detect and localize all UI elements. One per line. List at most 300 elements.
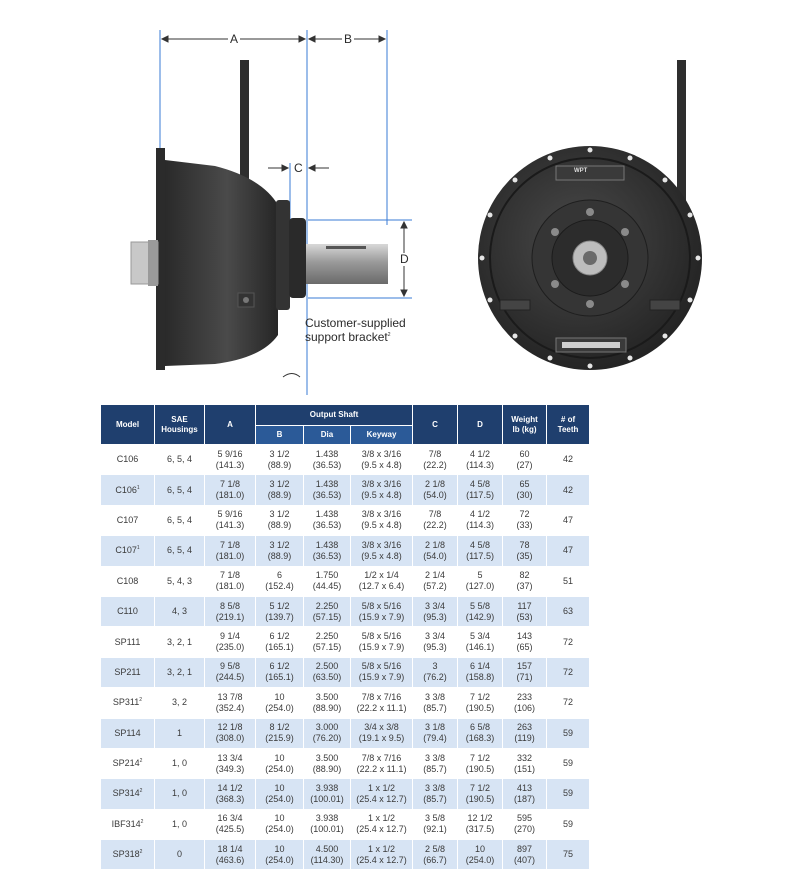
value-imperial: 3 1/2 [269,539,290,550]
value-imperial: 3 3/8 [425,752,446,763]
support-bracket-callout [305,316,406,344]
dimension-label-a: A [230,32,239,46]
cell-b [256,566,304,596]
table-row [101,445,590,475]
value-imperial: 413 [517,782,533,793]
value-imperial: 8 1/2 [269,722,290,733]
cell-keyway [351,688,413,718]
value-imperial: 117 [517,600,532,611]
cell-d [458,536,503,566]
value-imperial: 3 3/8 [425,691,446,702]
model-footnote: 2 [139,697,143,704]
cell-c [413,657,458,687]
cell-model [101,748,155,778]
value-imperial: 1.438 [315,509,339,520]
value-imperial: 5/8 x 5/16 [361,631,402,642]
value-metric: (88.90) [312,702,342,713]
value-metric: (76.20) [312,733,342,744]
table-row [101,688,590,718]
cell-sae-housings: 1, 0 [155,809,205,839]
table-row [101,536,590,566]
cell-dia [304,536,351,566]
value-imperial: 9 5/8 [219,661,241,672]
cell-b [256,688,304,718]
value-metric: (114.3) [466,459,494,470]
cell-c [413,718,458,748]
model-footnote: 1 [136,545,140,552]
value-metric: (95.3) [423,642,447,653]
cell-keyway [351,748,413,778]
value-metric: (85.7) [423,702,447,713]
value-imperial: 5 9/16 [217,448,243,459]
table-row [101,505,590,535]
value-metric: (33) [516,520,533,531]
value-metric: (36.53) [312,459,342,470]
cell-d [458,779,503,809]
value-imperial: 1.438 [315,479,339,490]
model-name: SP318 [112,849,140,860]
header-model: Model [101,405,155,445]
cell-b [256,748,304,778]
cell-keyway [351,596,413,626]
value-metric: (57.15) [312,642,342,653]
value-imperial: 3.500 [315,752,339,763]
cell-model [101,536,155,566]
value-imperial: 65 [519,479,530,490]
value-imperial: 7/8 x 7/16 [361,752,402,763]
cell-a [205,809,256,839]
cell-sae-housings: 3, 2, 1 [155,657,205,687]
value-metric: (254.0) [265,702,294,713]
value-imperial: 3.938 [315,813,339,824]
cell-d [458,475,503,505]
cell-sae-housings: 4, 3 [155,596,205,626]
cell-model [101,657,155,687]
cell-c [413,566,458,596]
dimension-label-d: D [400,252,409,266]
cell-dia [304,596,351,626]
value-metric: (142.9) [465,611,495,622]
cell-b [256,445,304,475]
value-metric: (22.2 x 11.1) [356,763,407,774]
cell-teeth: 42 [547,475,590,505]
value-metric: (9.5 x 4.8) [361,490,402,501]
model-name: C110 [117,606,138,617]
cell-sae-housings: 1, 0 [155,748,205,778]
value-imperial: 82 [519,570,530,581]
value-imperial: 157 [517,661,533,672]
cell-d [458,596,503,626]
table-row [101,627,590,657]
cell-weight [503,657,547,687]
cell-c [413,596,458,626]
value-imperial: 10 [274,782,285,793]
value-metric: (127.0) [465,581,495,592]
value-imperial: 13 3/4 [217,752,243,763]
cell-a [205,688,256,718]
value-imperial: 4 1/2 [470,448,491,459]
value-metric: (165.1) [265,642,294,653]
cell-sae-housings: 1, 0 [155,779,205,809]
value-metric: (139.7) [265,611,294,622]
value-metric: (79.4) [423,733,447,744]
value-metric: (15.9 x 7.9) [358,611,405,622]
value-imperial: 2.250 [315,600,339,611]
header-weight-line1: Weight [511,414,538,424]
value-metric: (352.4) [215,702,245,713]
value-metric: (254.0) [265,854,294,865]
value-imperial: 7 1/8 [219,539,241,550]
value-metric: (244.5) [215,672,245,683]
cell-weight [503,718,547,748]
cell-keyway [351,657,413,687]
cell-a [205,748,256,778]
cell-sae-housings: 3, 2 [155,688,205,718]
cell-weight [503,779,547,809]
value-imperial: 7 1/2 [470,752,491,763]
model-name: SP314 [112,788,140,799]
value-metric: (22.2) [423,520,447,531]
value-metric: (22.2 x 11.1) [356,702,407,713]
cell-keyway [351,566,413,596]
cell-d [458,566,503,596]
value-metric: (44.45) [312,581,342,592]
model-name: SP111 [114,636,141,647]
value-imperial: 3/4 x 3/8 [364,722,399,733]
cell-a [205,627,256,657]
value-imperial: 3/8 x 3/16 [361,539,402,550]
cell-d [458,840,503,870]
cell-sae-housings: 5, 4, 3 [155,566,205,596]
value-metric: (15.9 x 7.9) [358,672,405,683]
cell-weight [503,596,547,626]
value-imperial: 10 [475,843,486,854]
value-imperial: 16 3/4 [217,813,243,824]
value-imperial: 10 [274,843,285,854]
cell-keyway [351,779,413,809]
value-imperial: 10 [274,752,285,763]
value-metric: (22.2) [423,459,447,470]
value-metric: (15.9 x 7.9) [358,642,405,653]
table-row [101,566,590,596]
value-metric: (270) [514,824,536,835]
value-imperial: 3 1/2 [269,509,290,520]
value-metric: (9.5 x 4.8) [361,459,402,470]
value-metric: (36.53) [312,520,342,531]
value-metric: (27) [516,459,533,470]
value-metric: (235.0) [215,642,245,653]
value-imperial: 4 5/8 [470,479,491,490]
cell-a [205,596,256,626]
value-imperial: 3/8 x 3/16 [361,479,402,490]
cell-model [101,840,155,870]
value-imperial: 3.500 [315,691,339,702]
value-metric: (88.9) [267,490,292,501]
value-metric: (88.9) [267,459,292,470]
value-metric: (190.5) [465,702,495,713]
value-metric: (106) [514,702,536,713]
header-sae-line2: Housings [161,424,198,434]
cell-teeth: 72 [547,657,590,687]
value-metric: (114.3) [466,520,494,531]
value-imperial: 7 1/8 [219,479,241,490]
specifications-table [100,404,590,870]
cell-weight [503,840,547,870]
value-imperial: 3 3/4 [425,600,446,611]
cell-c [413,445,458,475]
cell-dia [304,445,351,475]
end-view [478,60,702,370]
header-teeth-line1: # of [560,414,576,424]
header-a: A [205,405,256,445]
cell-model [101,505,155,535]
cell-c [413,536,458,566]
cell-weight [503,748,547,778]
cell-c [413,779,458,809]
value-imperial: 2.500 [315,661,339,672]
header-sae-housings [155,405,205,445]
value-imperial: 7/8 [428,448,442,459]
cell-a [205,536,256,566]
value-imperial: 7 1/8 [219,570,241,581]
value-imperial: 3/8 x 3/16 [361,448,402,459]
value-metric: (190.5) [465,793,495,804]
value-imperial: 2.250 [315,631,339,642]
value-metric: (100.01) [310,793,344,804]
table-row [101,718,590,748]
cell-sae-housings: 6, 5, 4 [155,445,205,475]
value-imperial: 9 1/4 [219,631,241,642]
rear-nameplate-text: WPT [574,168,588,174]
value-imperial: 1.438 [315,448,339,459]
value-imperial: 3 [432,661,438,672]
cell-b [256,809,304,839]
cell-dia [304,688,351,718]
value-imperial: 10 [274,691,285,702]
value-metric: (53) [516,611,533,622]
value-metric: (254.0) [265,793,294,804]
value-metric: (54.0) [423,490,447,501]
cell-weight [503,809,547,839]
value-metric: (35) [516,550,533,561]
value-imperial: 5 3/4 [470,631,491,642]
value-imperial: 1 x 1/2 [368,843,396,854]
cell-weight [503,475,547,505]
value-metric: (119) [514,733,535,744]
value-metric: (425.5) [215,824,245,835]
value-imperial: 897 [517,843,533,854]
cell-weight [503,688,547,718]
value-metric: (37) [516,581,533,592]
cell-d [458,505,503,535]
header-d: D [458,405,503,445]
cell-keyway [351,475,413,505]
table-row [101,748,590,778]
cell-sae-housings: 6, 5, 4 [155,475,205,505]
model-name: C108 [116,575,139,586]
value-imperial: 3.938 [315,782,339,793]
value-imperial: 7 1/2 [470,691,491,702]
header-c: C [413,405,458,445]
model-footnote: 2 [140,818,144,825]
value-metric: (100.01) [310,824,344,835]
value-imperial: 6 1/2 [269,661,290,672]
cell-b [256,505,304,535]
cell-b [256,779,304,809]
value-imperial: 60 [519,448,530,459]
value-imperial: 2 1/4 [425,570,446,581]
cell-sae-housings: 6, 5, 4 [155,505,205,535]
value-metric: (215.9) [265,733,294,744]
cell-b [256,475,304,505]
cell-b [256,840,304,870]
value-imperial: 8 5/8 [219,600,241,611]
table-row [101,840,590,870]
callout-line2: support bracket [305,330,388,344]
header-teeth [547,405,590,445]
value-metric: (65) [516,642,533,653]
value-metric: (407) [514,854,536,865]
cell-teeth: 47 [547,536,590,566]
value-metric: (88.9) [267,520,292,531]
value-metric: (368.3) [215,793,245,804]
value-metric: (254.0) [265,824,294,835]
model-footnote: 2 [139,788,143,795]
cell-model [101,627,155,657]
cell-model [101,475,155,505]
cell-dia [304,718,351,748]
product-diagram [0,0,802,395]
model-name: C106 [115,484,137,495]
value-imperial: 332 [517,752,533,763]
cell-c [413,688,458,718]
value-imperial: 3 1/2 [269,479,290,490]
value-imperial: 7/8 [428,509,442,520]
cell-model [101,445,155,475]
cell-weight [503,445,547,475]
value-imperial: 5 [477,570,483,581]
cell-c [413,809,458,839]
value-imperial: 6 1/2 [269,631,290,642]
cell-sae-housings: 0 [155,840,205,870]
value-imperial: 3 3/4 [425,631,446,642]
value-metric: (9.5 x 4.8) [361,520,402,531]
value-imperial: 5 5/8 [470,600,491,611]
value-imperial: 595 [517,813,533,824]
cell-d [458,748,503,778]
cell-teeth: 59 [547,779,590,809]
value-metric: (117.5) [466,490,494,501]
value-metric: (57.2) [423,581,447,592]
value-metric: (19.1 x 9.5) [358,733,405,744]
value-imperial: 5/8 x 5/16 [361,600,402,611]
value-metric: (168.3) [465,733,495,744]
model-name: SP311 [112,697,140,708]
table-row [101,596,590,626]
cell-keyway [351,809,413,839]
cell-c [413,475,458,505]
value-metric: (63.50) [312,672,342,683]
value-imperial: 143 [517,631,533,642]
cell-dia [304,627,351,657]
cell-keyway [351,505,413,535]
value-metric: (25.4 x 12.7) [356,854,407,865]
cell-dia [304,809,351,839]
value-metric: (36.53) [312,490,342,501]
model-name: SP114 [114,727,141,738]
value-metric: (165.1) [265,672,294,683]
value-imperial: 2 1/8 [425,479,446,490]
header-weight [503,405,547,445]
value-metric: (57.15) [312,611,342,622]
value-metric: (36.53) [312,550,342,561]
value-metric: (308.0) [215,733,245,744]
cell-a [205,445,256,475]
table-row [101,809,590,839]
model-name: C106 [116,454,139,465]
value-metric: (9.5 x 4.8) [361,550,402,561]
cell-teeth: 72 [547,627,590,657]
value-metric: (85.7) [423,793,447,804]
specifications-table-body [101,445,590,870]
value-imperial: 5 9/16 [217,509,243,520]
value-metric: (71) [516,672,533,683]
value-metric: (25.4 x 12.7) [356,824,407,835]
cell-a [205,475,256,505]
value-imperial: 12 1/8 [217,722,243,733]
cell-d [458,688,503,718]
value-imperial: 72 [519,509,530,520]
value-imperial: 78 [519,539,530,550]
cell-d [458,718,503,748]
value-imperial: 18 1/4 [217,843,243,854]
model-name: SP211 [114,666,141,677]
value-imperial: 1 x 1/2 [368,813,396,824]
value-imperial: 6 [276,570,282,581]
cell-a [205,505,256,535]
value-imperial: 1.438 [315,539,339,550]
cell-teeth: 47 [547,505,590,535]
cell-dia [304,840,351,870]
header-keyway: Keyway [351,426,413,445]
value-metric: (190.5) [465,763,495,774]
dimension-label-b: B [344,32,353,46]
cell-teeth: 59 [547,809,590,839]
cell-b [256,718,304,748]
cell-model [101,809,155,839]
cell-keyway [351,718,413,748]
value-metric: (219.1) [215,611,245,622]
header-sae-line1: SAE [171,414,188,424]
value-metric: (88.9) [267,550,292,561]
value-imperial: 3/8 x 3/16 [361,509,402,520]
value-metric: (181.0) [215,581,245,592]
cell-a [205,657,256,687]
cell-sae-housings: 3, 2, 1 [155,627,205,657]
cell-keyway [351,445,413,475]
value-imperial: 2 5/8 [425,843,446,854]
table-row [101,657,590,687]
cell-weight [503,536,547,566]
value-metric: (25.4 x 12.7) [356,793,407,804]
cell-d [458,627,503,657]
value-imperial: 5 1/2 [269,600,290,611]
cell-c [413,505,458,535]
cell-sae-housings: 6, 5, 4 [155,536,205,566]
value-metric: (117.5) [466,550,494,561]
dimension-label-c: C [294,161,303,175]
header-b: B [256,426,304,445]
